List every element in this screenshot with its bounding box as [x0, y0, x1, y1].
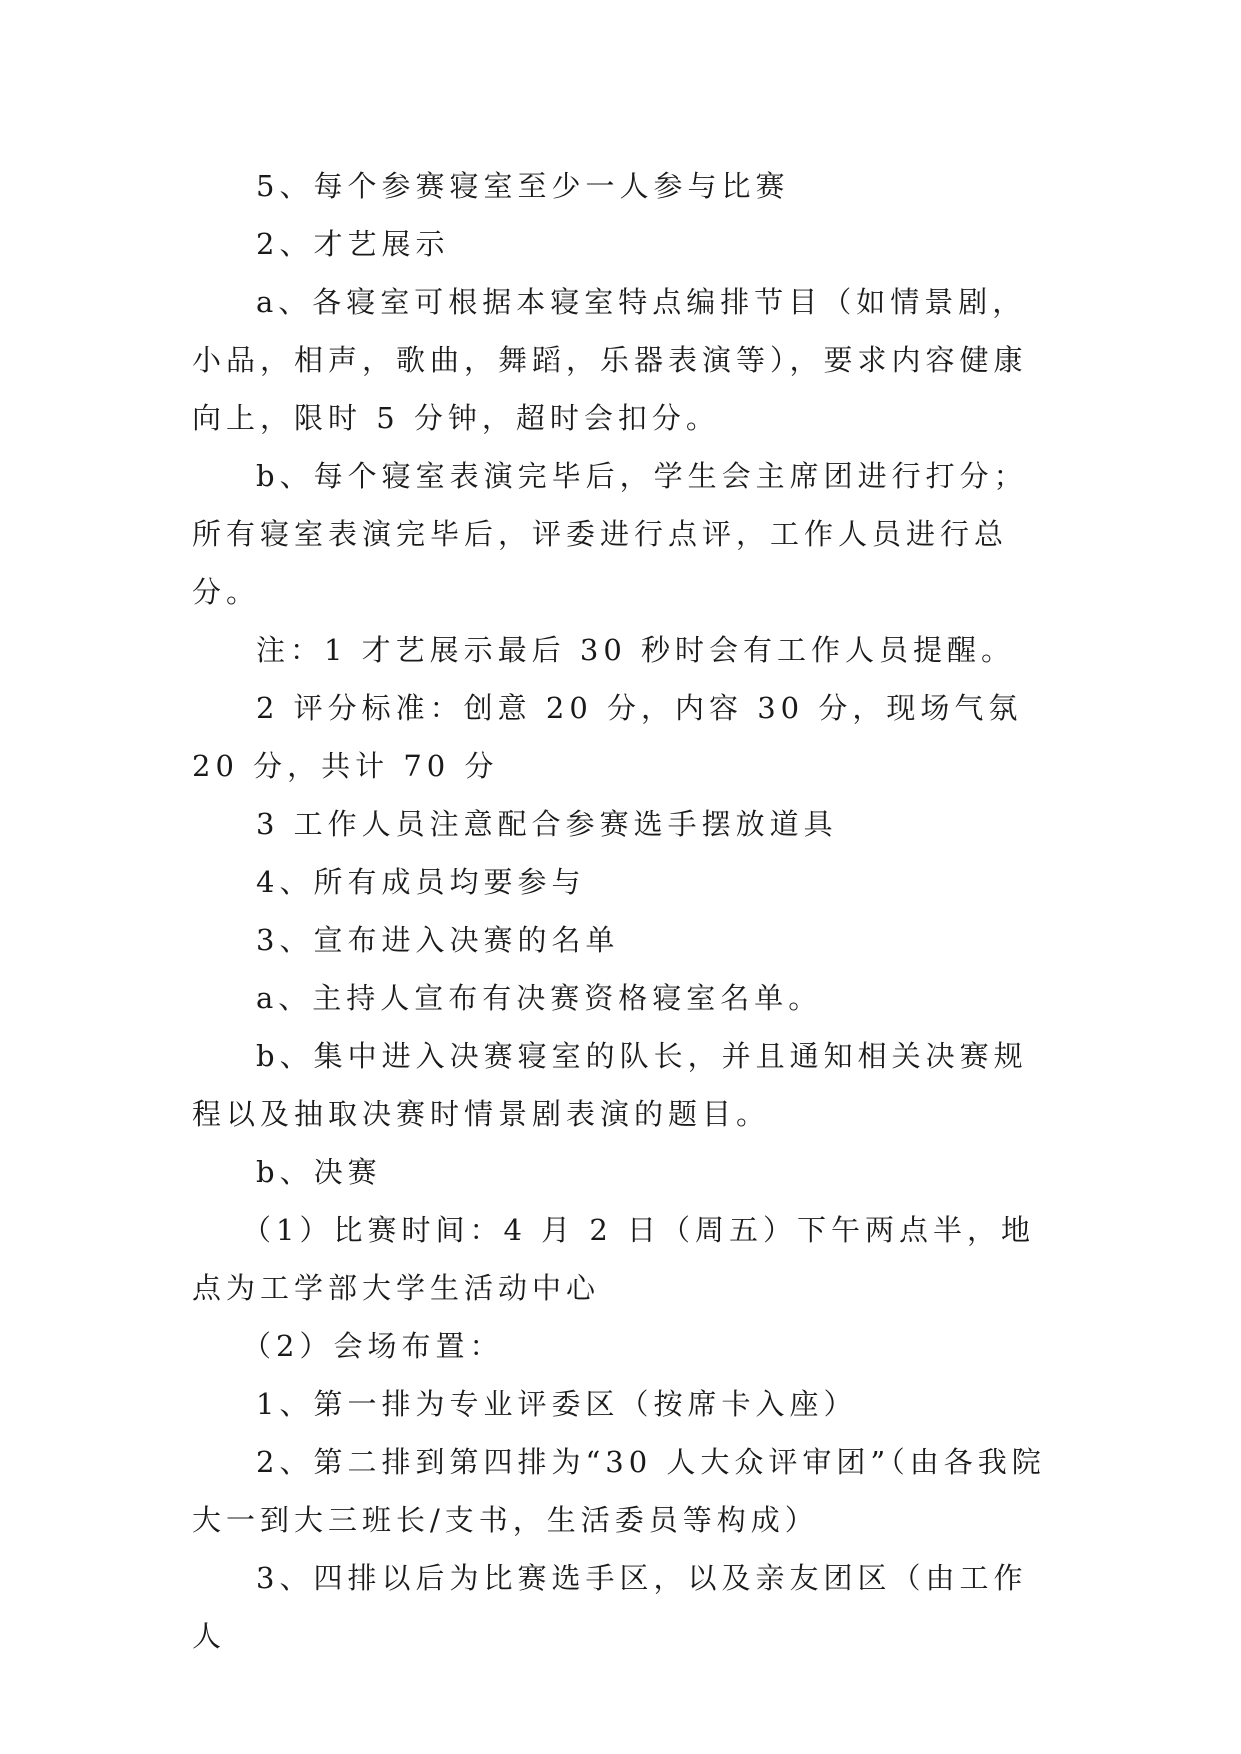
- paragraph-note-2-scoring: 2 评分标准：创意 20 分，内容 30 分，现场气氛 20 分，共计 70 分: [192, 691, 1023, 783]
- paragraph-venue-after-row-4: 3、四排以后为比赛选手区，以及亲友团区（由工作人: [192, 1561, 1028, 1653]
- paragraph-final-time-place: （1）比赛时间：4 月 2 日（周五）下午两点半，地点为工学部大学生活动中心: [192, 1213, 1036, 1305]
- paragraph-note-4: 4、所有成员均要参与: [256, 865, 586, 899]
- paragraph-venue-layout-heading: （2）会场布置：: [242, 1329, 504, 1363]
- paragraph-final-heading: b、决赛: [256, 1155, 382, 1189]
- paragraph-rule-5: 5、每个参赛寝室至少一人参与比赛: [256, 169, 790, 203]
- paragraph-talent-show-heading: 2、才艺展示: [256, 227, 450, 261]
- paragraph-venue-row-2-4: 2、第二排到第四排为“30 人大众评审团”（由各我院大一到大三班长/支书，生活委员等构成）: [192, 1445, 1046, 1537]
- paragraph-note-3: 3 工作人员注意配合参赛选手摆放道具: [256, 807, 838, 841]
- paragraph-finalists-b: b、集中进入决赛寝室的队长，并且通知相关决赛规程以及抽取决赛时情景剧表演的题目。: [192, 1039, 1028, 1131]
- paragraph-talent-show-b: b、每个寝室表演完毕后，学生会主席团进行打分；所有寝室表演完毕后，评委进行点评，工作人员进行总分。: [192, 459, 1028, 609]
- paragraph-talent-show-a: a、各寝室可根据本寝室特点编排节目（如情景剧，小品，相声，歌曲，舞蹈，乐器表演等），要求内容健康向上，限时 5 分钟，超时会扣分。: [192, 285, 1028, 435]
- document-body: [192, 157, 1050, 1665]
- paragraph-finalists-heading: 3、宣布进入决赛的名单: [256, 923, 620, 957]
- paragraph-finalists-a: a、主持人宣布有决赛资格寝室名单。: [256, 981, 823, 1015]
- paragraph-venue-row-1: 1、第一排为专业评委区（按席卡入座）: [256, 1387, 858, 1421]
- paragraph-note-1: 注：1 才艺展示最后 30 秒时会有工作人员提醒。: [256, 633, 1016, 667]
